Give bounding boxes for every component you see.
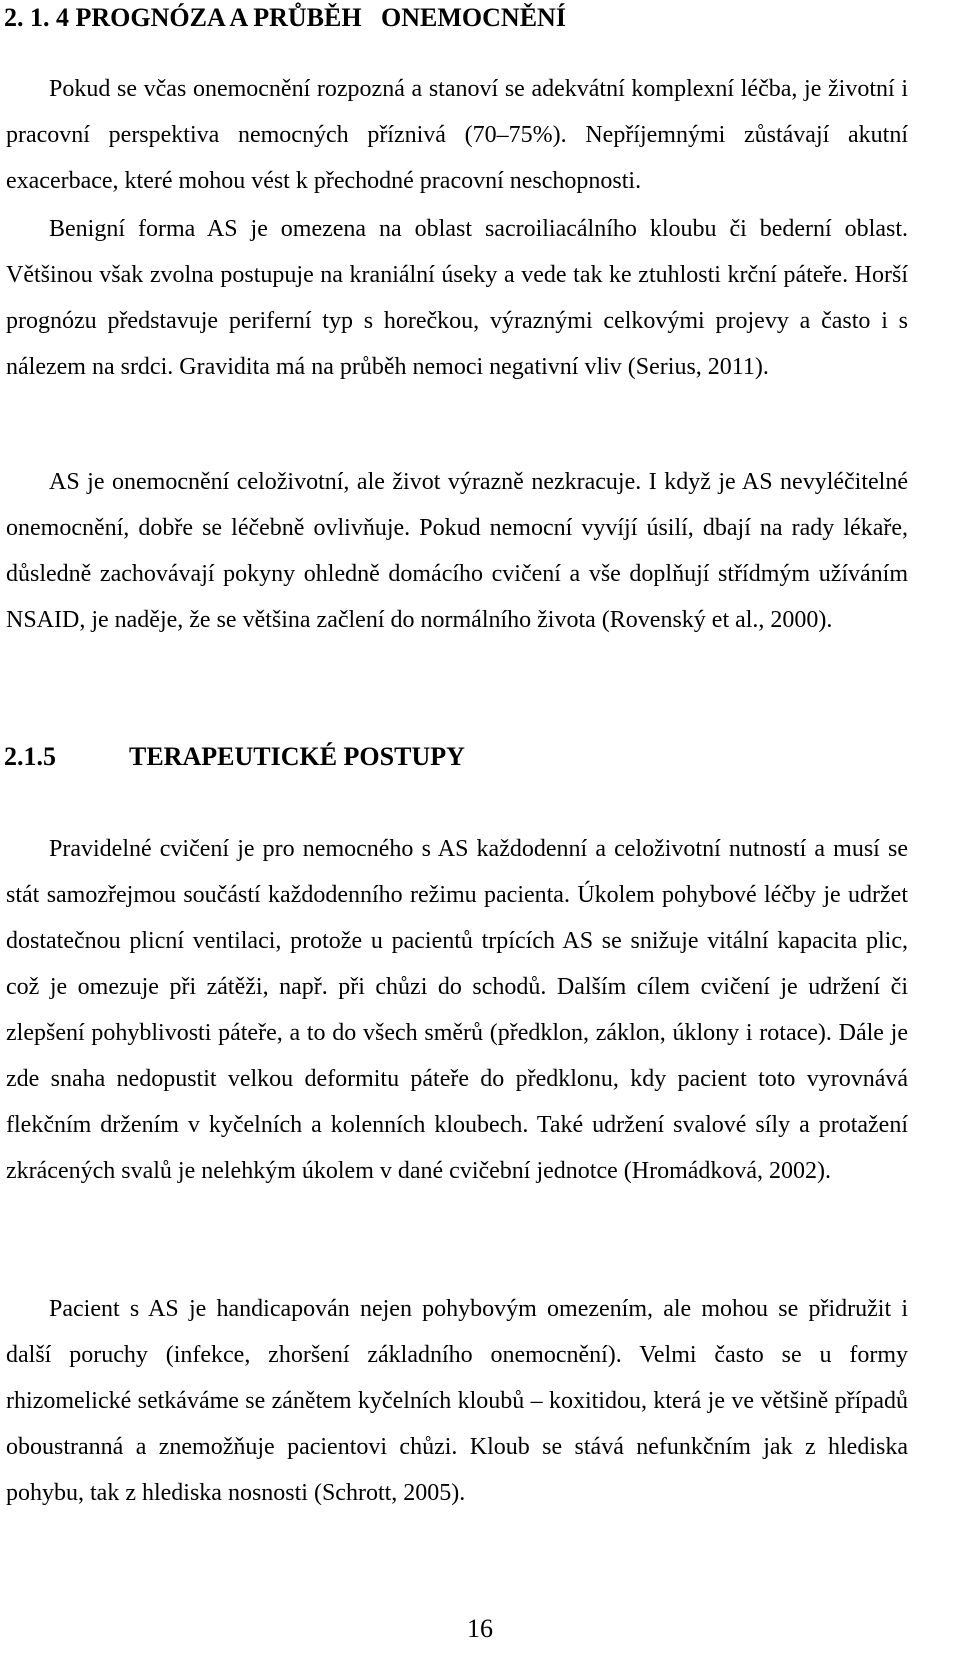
section-number: 2. 1. 4 <box>4 3 69 32</box>
paragraph: Pravidelné cvičení je pro nemocného s AS každodenní a celoživotní nutností a musí se stát samozřejmou součástí každodenního režimu pacienta. Úkolem pohybové léčby je udržet dostatečnou plicní ventilaci, protože u pacientů trpících AS se snižuje vitální kapacita plic, což je omezuje při zátěži, např. při chůzi do schodů. Dalším cílem cvičení je udržení či zlepšení pohyblivosti páteře, a to do všech směrů (předklon, záklon, úklony i rotace). Dále je zde snaha nedopustit velkou deformitu páteře do předklonu, kdy pacient toto vyrovnává flekčním držením v kyčelních a kolenních kloubech. Také udržení svalové síly a protažení zkrácených svalů je nelehkým úkolem v dané cvičební jednotce (Hromádková, 2002). <box>6 836 908 1184</box>
section-title: PROGNÓZA A PRŮBĚH ONEMOCNĚNÍ <box>75 3 566 32</box>
section-heading-terapeuticke-postupy <box>4 742 465 772</box>
paragraph: Benigní forma AS je omezena na oblast sacroiliacálního kloubu či bederní oblast. Většinou však zvolna postupuje na kraniální úseky a vede tak ke ztuhlosti krční páteře. Horší prognózu představuje periferní typ s horečkou, výraznými celkovými projevy a často i s nálezem na srdci. Gravidita má na průběh nemoci negativní vliv (Serius, 2011). <box>6 216 908 380</box>
paragraph: AS je onemocnění celoživotní, ale život výrazně nezkracuje. I když je AS nevyléčitelné onemocnění, dobře se léčebně ovlivňuje. Pokud nemocní vyvíjí úsilí, dbají na rady lékaře, důsledně zachovávají pokyny ohledně domácího cvičení a vše doplňují střídmým užíváním NSAID, je naděje, že se většina začlení do normálního života (Rovenský et al., 2000). <box>6 469 908 633</box>
section-title: TERAPEUTICKÉ POSTUPY <box>129 742 465 771</box>
section-number: 2.1.5 <box>4 742 56 771</box>
page-number: 16 <box>467 1614 493 1643</box>
section-heading-prognoza <box>4 3 566 33</box>
paragraph: Pacient s AS je handicapován nejen pohybovým omezením, ale mohou se přidružit i další poruchy (infekce, zhoršení základního onemocnění). Velmi často se u formy rhizomelické setkáváme se zánětem kyčelních kloubů – koxitidou, která je ve většině případů oboustranná a znemožňuje pacientovi chůzi. Kloub se stává nefunkčním jak z hlediska pohybu, tak z hlediska nosnosti (Schrott, 2005). <box>6 1296 908 1506</box>
paragraph: Pokud se včas onemocnění rozpozná a stanoví se adekvátní komplexní léčba, je životní i pracovní perspektiva nemocných příznivá (70–75%). Nepříjemnými zůstávají akutní exacerbace, které mohou vést k přechodné pracovní neschopnosti. <box>6 76 908 194</box>
